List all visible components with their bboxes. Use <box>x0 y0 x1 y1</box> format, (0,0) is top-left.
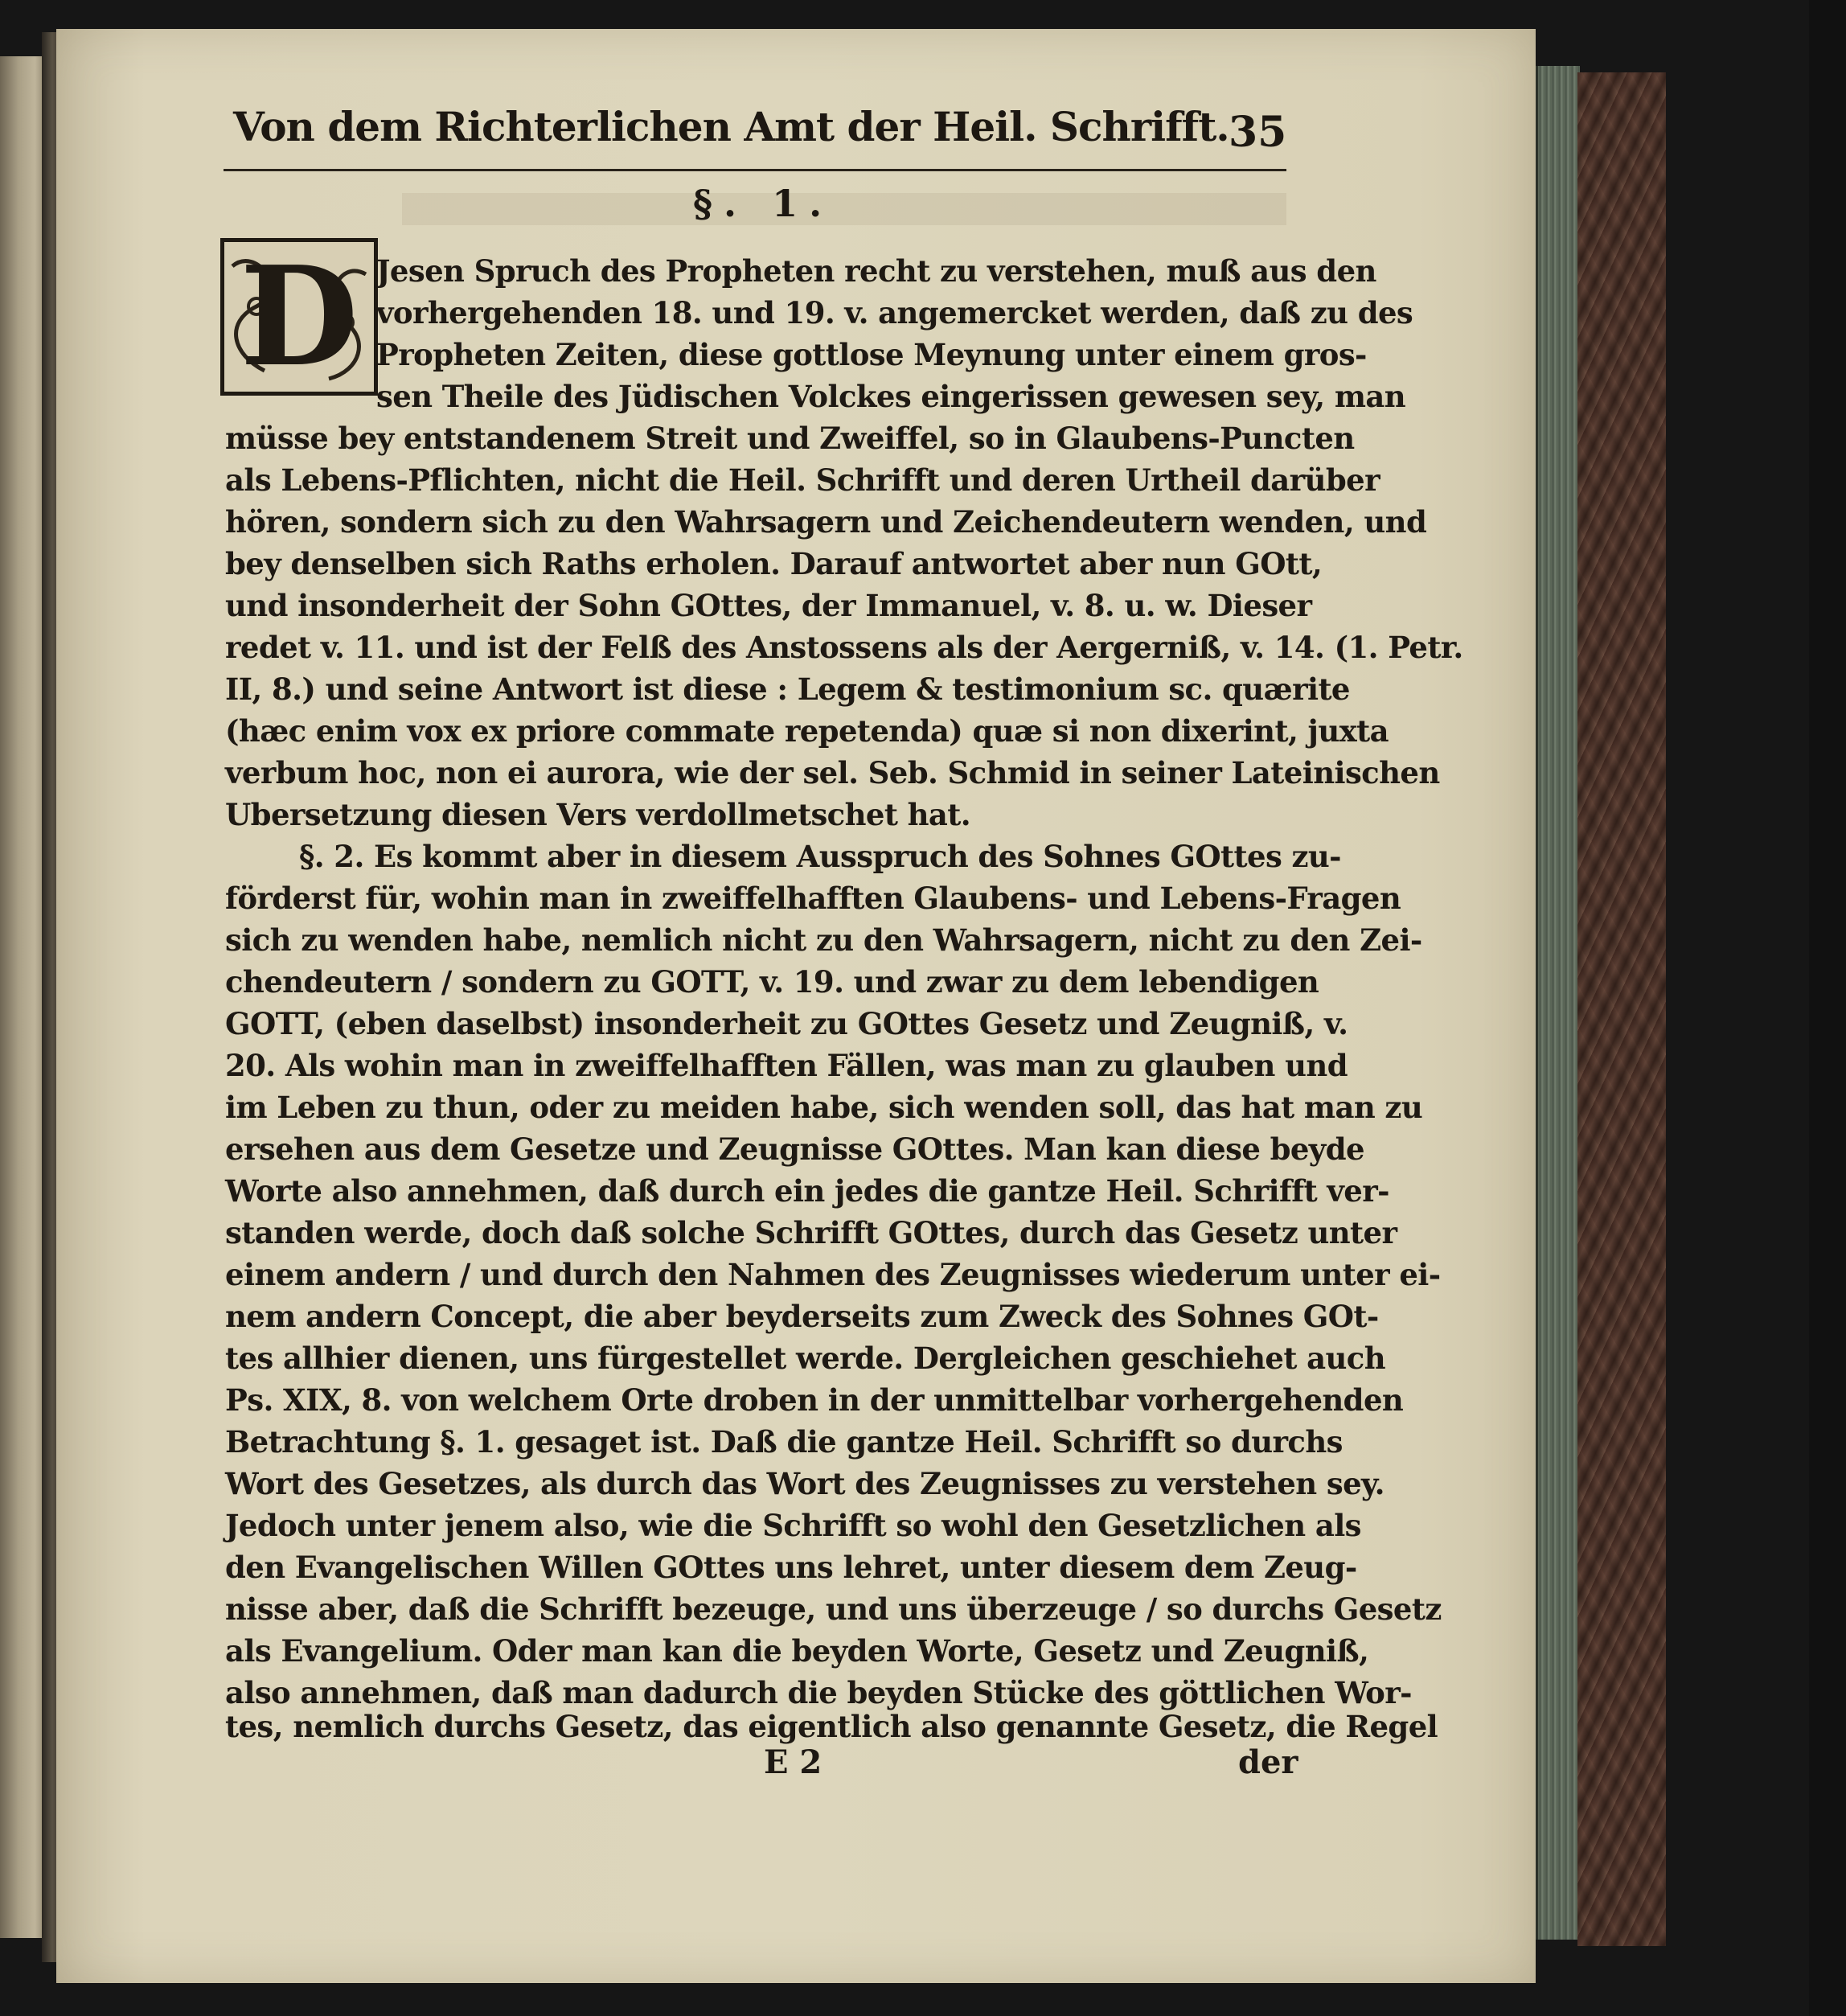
text-line: tes, nemlich durchs Gesetz, das eigentlich also genannte Gesetz, die Regel <box>225 1709 1438 1744</box>
text-line: standen werde, doch daß solche Schrifft GOttes, durch das Gesetz unter <box>225 1215 1397 1250</box>
text-line: verbum hoc, non ei aurora, wie der sel. Seb. Schmid in seiner Lateinischen <box>225 755 1440 790</box>
text-line: chendeutern / sondern zu GOTT, v. 19. und zwar zu dem lebendigen <box>225 964 1319 1000</box>
decorated-initial <box>220 238 378 396</box>
text-line: Wort des Gesetzes, als durch das Wort des Zeugnisses zu verstehen sey. <box>225 1466 1384 1501</box>
text-line: und insonderheit der Sohn GOttes, der Immanuel, v. 8. u. w. Dieser <box>225 588 1312 623</box>
text-line: Jesen Spruch des Propheten recht zu verstehen, muß aus den <box>376 253 1376 289</box>
text-line: tes allhier dienen, uns fürgestellet werde. Dergleichen geschiehet auch <box>225 1341 1386 1376</box>
text-line: §. 2. Es kommt aber in diesem Ausspruch des Sohnes GOttes zu- <box>299 839 1341 874</box>
section-mark: §. 1. <box>693 182 834 225</box>
text-line: förderst für, wohin man in zweiffelhafften Glaubens- und Lebens-Fragen <box>225 881 1401 916</box>
text-line: Ps. XIX, 8. von welchem Orte droben in der unmittelbar vorhergehenden <box>225 1382 1404 1418</box>
text-line: vorhergehenden 18. und 19. v. angemercket werden, daß zu des <box>376 295 1413 331</box>
text-line: Betrachtung §. 1. gesaget ist. Daß die gantze Heil. Schrifft so durchs <box>225 1424 1343 1460</box>
text-line: (hæc enim vox ex priore commate repetenda) quæ si non dixerint, juxta <box>225 713 1389 749</box>
text-line: bey denselben sich Raths erholen. Darauf antwortet aber nun GOtt, <box>225 546 1323 581</box>
text-line: müsse bey entstandenem Streit und Zweiffel, so in Glaubens-Puncten <box>225 421 1355 456</box>
text-line: Jedoch unter jenem also, wie die Schrifft so wohl den Gesetzlichen als <box>225 1508 1361 1543</box>
text-line: 20. Als wohin man in zweiffelhafften Fällen, was man zu glauben und <box>225 1048 1348 1083</box>
text-line: im Leben zu thun, oder zu meiden habe, sich wenden soll, das hat man zu <box>225 1090 1423 1125</box>
background-strip <box>1809 0 1846 2016</box>
text-line: einem andern / und durch den Nahmen des Zeugnisses wiederum unter ei- <box>225 1257 1441 1292</box>
page-edges <box>1536 66 1580 1940</box>
show-through <box>402 193 1286 225</box>
text-line: ersehen aus dem Gesetze und Zeugnisse GOttes. Man kan diese beyde <box>225 1131 1364 1167</box>
text-line: Propheten Zeiten, diese gottlose Meynung unter einem gros- <box>376 337 1367 372</box>
left-page-edge <box>0 56 47 1938</box>
initial-letter: D <box>240 236 359 397</box>
catchword: der <box>1238 1743 1298 1781</box>
marbled-cover-board <box>1577 72 1666 1946</box>
head-rule <box>224 169 1286 171</box>
text-line: Worte also annehmen, daß durch ein jedes die gantze Heil. Schrifft ver- <box>225 1173 1389 1209</box>
text-line: nem andern Concept, die aber beyderseits zum Zweck des Sohnes GOt- <box>225 1299 1379 1334</box>
text-line: den Evangelischen Willen GOttes uns lehret, unter diesem dem Zeug- <box>225 1550 1357 1585</box>
text-line: sen Theile des Jüdischen Volckes eingerissen gewesen sey, man <box>376 379 1406 414</box>
text-line: GOTT, (eben daselbst) insonderheit zu GOttes Gesetz und Zeugniß, v. <box>225 1006 1348 1041</box>
text-line: Ubersetzung diesen Vers verdollmetschet hat. <box>225 797 971 832</box>
text-line: hören, sondern sich zu den Wahrsagern und Zeichendeutern wenden, und <box>225 504 1427 540</box>
text-line: also annehmen, daß man dadurch die beyden Stücke des göttlichen Wor- <box>225 1675 1412 1710</box>
text-line: II, 8.) und seine Antwort ist diese : Legem & testimonium sc. quærite <box>225 671 1350 707</box>
text-line: nisse aber, daß die Schrifft bezeuge, und uns überzeuge / so durchs Gesetz <box>225 1591 1442 1627</box>
running-head: Von dem Richterlichen Amt der Heil. Schrifft. <box>233 103 1229 150</box>
signature-mark: E 2 <box>764 1743 822 1781</box>
page-number: 35 <box>1229 108 1287 157</box>
text-line: sich zu wenden habe, nemlich nicht zu den Wahrsagern, nicht zu den Zei- <box>225 922 1422 958</box>
text-line: als Evangelium. Oder man kan die beyden Worte, Gesetz und Zeugniß, <box>225 1633 1369 1669</box>
text-line: als Lebens-Pflichten, nicht die Heil. Schrifft und deren Urtheil darüber <box>225 462 1380 498</box>
text-line: redet v. 11. und ist der Felß des Anstossens als der Aergerniß, v. 14. (1. Petr. <box>225 630 1463 665</box>
